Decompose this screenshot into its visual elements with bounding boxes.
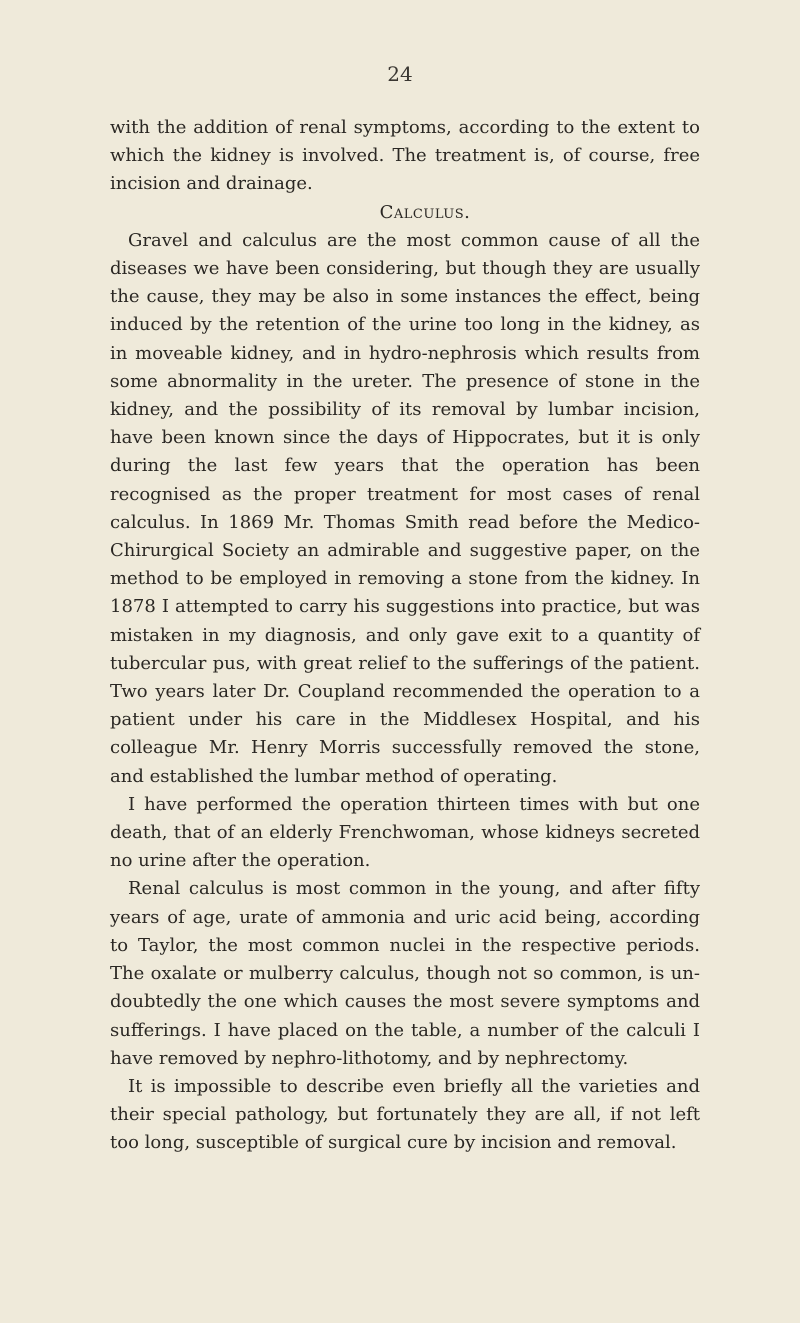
section-heading [110, 199, 700, 227]
paragraph-renal-calculus: Renal calculus is most common in the young, and after fifty years of age, urate of ammonia and uric acid being, according to Taylor, the most common nuclei in the respective periods. The oxalate or mulberry calculus, though not so common, is undoubtedly the one which causes the most severe symptoms and sufferings. I have placed on the table, a number of the calculi I have removed by nephro-lithotomy, and by nephrectomy. [110, 878, 700, 1069]
paragraph-varieties: It is impossible to describe even briefly all the varieties and their special pathology, but fortunately they are all, if not left too long, susceptible of surgical cure by incision and removal. [110, 1075, 700, 1154]
section-heading-text: Calculus. [379, 201, 471, 223]
body-text [110, 114, 700, 1158]
paragraph-operations: I have performed the operation thirteen times with but one death, that of an elderly Frenchwoman, whose kidneys secreted no urine after the operation. [110, 793, 700, 872]
paragraph-gravel: Gravel and calculus are the most common cause of all the diseases we have been considering, but though they are usually the cause, they may be also in some instances the effect, being induced by the retention of the urine too long in the kidney, as in moveable kidney, and in hydro-nephrosis which results from some abnormality in the ureter. The presence of stone in the kidney, and the possibility of its removal by lumbar incision, have been known since the days of Hippocrates, but it is only during the last few years that the operation has been recognised as the proper treatment for most cases of renal calculus. In 1869 Mr. Thomas Smith read before the Medico-Chirurgical Society an admirable and suggestive paper, on the method to be employed in removing a stone from the kidney. In 1878 I attempted to carry his suggestions into practice, but was mistaken in my diagnosis, and only gave exit to a quantity of tubercular pus, with great relief to the sufferings of the patient. Two years later Dr. Coupland recommended the operation to a patient under his care in the Middlesex Hospital, and his colleague Mr. Henry Morris successfully removed the stone, and established the lumbar method of operating. [110, 229, 700, 787]
page-number: 24 [387, 62, 413, 86]
intro-paragraph: with the addition of renal symptoms, according to the extent to which the kidney is involved. The treatment is, of course, free incision and drainage. [110, 117, 700, 195]
